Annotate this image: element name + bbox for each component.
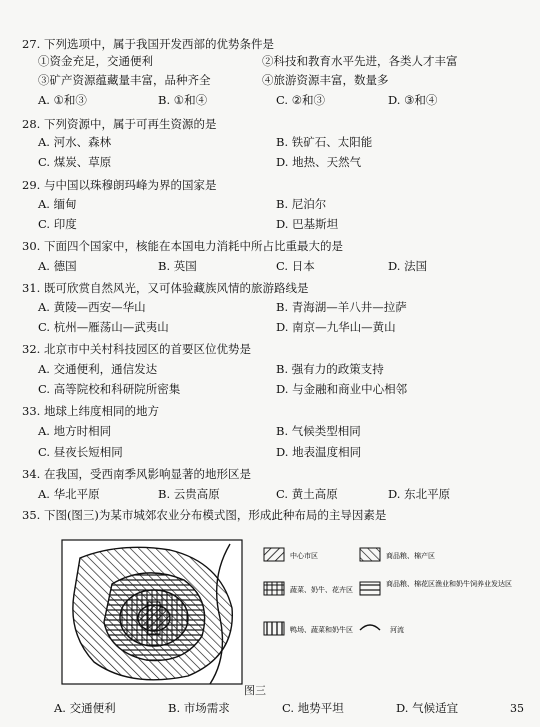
q27-option-b: B. ①和④	[158, 93, 208, 107]
q35-option-a: A. 交通便利	[54, 701, 116, 715]
legend-label-vegetable: 蔬菜、奶牛、花卉区	[290, 586, 353, 594]
q33-option-c: C. 昼夜长短相同	[38, 445, 123, 459]
q29-option-b: B. 尼泊尔	[276, 197, 327, 211]
q30-option-a: A. 德国	[38, 259, 77, 273]
agriculture-zone-diagram	[60, 538, 512, 693]
question-28: 28. 下列资源中，属于可再生资源的是	[22, 117, 217, 131]
legend-label-grain: 商品粮、棉产区	[386, 552, 435, 560]
q35-option-c: C. 地势平坦	[282, 701, 344, 715]
q28-option-d: D. 地热、天然气	[276, 155, 362, 169]
legend-swatch-grain	[360, 548, 380, 561]
q34-option-b: B. 云贵高原	[158, 487, 220, 501]
q31-option-b: B. 青海湖—羊八井—拉萨	[276, 300, 407, 314]
q33-option-d: D. 地表温度相同	[276, 445, 362, 459]
question-32: 32. 北京市中关村科技园区的首要区位优势是	[22, 342, 251, 356]
q31-option-d: D. 南京—九华山—黄山	[276, 320, 396, 334]
q31-option-c: C. 杭州—雁荡山—武夷山	[38, 320, 169, 334]
q32-option-c: C. 高等院校和科研院所密集	[38, 382, 181, 396]
q28-option-b: B. 铁矿石、太阳能	[276, 135, 373, 149]
q27-line-1: ①资金充足，交通便利	[38, 54, 153, 68]
legend-label-fishery: 商品粮、棉花区渔业和奶牛饲养业发达区	[386, 580, 512, 588]
q34-option-a: A. 华北平原	[38, 487, 100, 501]
q35-option-d: D. 气候适宜	[396, 701, 459, 715]
q27-option-d: D. ③和④	[388, 93, 438, 107]
q32-option-b: B. 强有力的政策支持	[276, 362, 384, 376]
question-34: 34. 在我国，受西南季风影响显著的地形区是	[22, 467, 251, 481]
q27-option-c: C. ②和③	[276, 93, 326, 107]
q27-line-3: ③矿产资源蕴藏量丰富，品种齐全	[38, 73, 211, 87]
q30-option-d: D. 法国	[388, 259, 428, 273]
q31-option-a: A. 黄陵—西安—华山	[38, 300, 146, 314]
question-30: 30. 下面四个国家中，核能在本国电力消耗中所占比重最大的是	[22, 239, 343, 253]
question-29: 29. 与中国以珠穆朗玛峰为界的国家是	[22, 178, 217, 192]
duck-farm-zone	[148, 602, 160, 634]
q27-line-2: ②科技和教育水平先进，各类人才丰富	[262, 54, 458, 68]
question-35: 35. 下图(图三)为某市城郊农业分布模式图，形成此种布局的主导因素是	[22, 508, 387, 522]
figure-caption: 图三	[244, 684, 266, 697]
q28-option-c: C. 煤炭、草原	[38, 155, 112, 169]
question-27: 27. 下列选项中，属于我国开发西部的优势条件是	[22, 37, 274, 51]
legend-swatch-center	[264, 548, 284, 561]
legend-label-duck: 鸭场、蔬菜和奶牛区	[290, 626, 353, 634]
q28-option-a: A. 河水、森林	[38, 135, 112, 149]
q30-option-c: C. 日本	[276, 259, 315, 273]
question-33: 33. 地球上纬度相同的地方	[22, 404, 159, 418]
legend-swatch-duck	[264, 622, 284, 635]
q30-option-b: B. 英国	[158, 259, 197, 273]
q27-option-a: A. ①和③	[38, 93, 87, 107]
q29-option-a: A. 缅甸	[38, 197, 77, 211]
legend-label-center: 中心市区	[290, 552, 318, 560]
question-31: 31. 既可欣赏自然风光，又可体验藏族风情的旅游路线是	[22, 281, 309, 295]
legend-swatch-vegetable	[264, 582, 284, 595]
q27-line-4: ④旅游资源丰富，数量多	[262, 73, 389, 87]
legend-swatch-river	[360, 625, 380, 630]
page-number: 35	[510, 702, 524, 715]
q32-option-a: A. 交通便利，通信发达	[38, 362, 158, 376]
q33-option-b: B. 气候类型相同	[276, 424, 361, 438]
q29-option-c: C. 印度	[38, 217, 77, 231]
q34-option-d: D. 东北平原	[388, 487, 451, 501]
q29-option-d: D. 巴基斯坦	[276, 217, 339, 231]
legend-swatch-fishery	[360, 582, 380, 595]
q33-option-a: A. 地方时相同	[38, 424, 112, 438]
q32-option-d: D. 与金融和商业中心相邻	[276, 382, 408, 396]
q34-option-c: C. 黄土高原	[276, 487, 338, 501]
legend	[264, 548, 512, 635]
legend-label-river: 河流	[390, 626, 404, 634]
q35-option-b: B. 市场需求	[168, 701, 230, 715]
